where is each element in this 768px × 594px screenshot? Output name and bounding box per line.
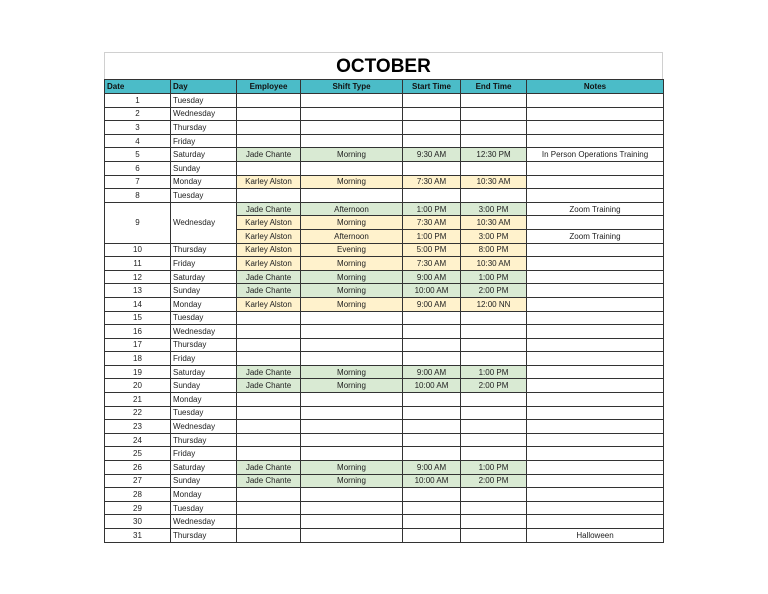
end-time-cell[interactable] (461, 529, 527, 543)
table-row (105, 352, 664, 366)
employee-cell[interactable] (237, 121, 301, 135)
end-time-cell[interactable]: 10:30 AM (461, 175, 527, 189)
end-time-cell[interactable]: 10:30 AM (461, 216, 527, 230)
table-row (105, 311, 664, 325)
shift-type-cell[interactable]: Morning (301, 474, 403, 488)
end-time-cell[interactable] (461, 501, 527, 515)
table-row (105, 501, 664, 515)
notes-cell[interactable] (527, 243, 664, 257)
end-time-cell[interactable] (461, 94, 527, 108)
start-time-cell[interactable]: 9:00 AM (403, 461, 461, 475)
notes-cell[interactable] (527, 365, 664, 379)
start-time-cell[interactable] (403, 121, 461, 135)
shift-type-cell[interactable] (301, 134, 403, 148)
date-cell[interactable]: 27 (105, 474, 171, 488)
day-cell[interactable]: Thursday (171, 338, 237, 352)
day-cell[interactable]: Saturday (171, 461, 237, 475)
header-date[interactable]: Date (105, 80, 171, 94)
table-row (105, 121, 664, 135)
end-time-cell[interactable] (461, 107, 527, 121)
start-time-cell[interactable] (403, 529, 461, 543)
start-time-cell[interactable] (403, 488, 461, 502)
start-time-cell[interactable] (403, 107, 461, 121)
employee-cell[interactable]: Jade Chante (237, 461, 301, 475)
day-cell[interactable]: Thursday (171, 433, 237, 447)
schedule-table (104, 79, 664, 543)
start-time-cell[interactable]: 10:00 AM (403, 474, 461, 488)
employee-cell[interactable] (237, 420, 301, 434)
employee-cell[interactable] (237, 352, 301, 366)
shift-type-cell[interactable] (301, 406, 403, 420)
notes-cell[interactable] (527, 284, 664, 298)
start-time-cell[interactable] (403, 338, 461, 352)
shift-type-cell[interactable] (301, 529, 403, 543)
employee-cell[interactable] (237, 311, 301, 325)
notes-cell[interactable] (527, 325, 664, 339)
day-cell[interactable]: Monday (171, 175, 237, 189)
notes-cell[interactable] (527, 338, 664, 352)
date-cell[interactable]: 15 (105, 311, 171, 325)
day-cell[interactable]: Sunday (171, 474, 237, 488)
table-row (105, 338, 664, 352)
table-row (105, 107, 664, 121)
month-title: OCTOBER (104, 52, 663, 79)
end-time-cell[interactable] (461, 406, 527, 420)
start-time-cell[interactable] (403, 311, 461, 325)
shift-type-cell[interactable]: Evening (301, 243, 403, 257)
employee-cell[interactable]: Karley Alston (237, 243, 301, 257)
notes-cell[interactable] (527, 175, 664, 189)
shift-type-cell[interactable]: Afternoon (301, 229, 403, 243)
date-cell[interactable]: 3 (105, 121, 171, 135)
date-cell[interactable]: 26 (105, 461, 171, 475)
start-time-cell[interactable] (403, 515, 461, 529)
date-cell[interactable]: 22 (105, 406, 171, 420)
employee-cell[interactable] (237, 529, 301, 543)
shift-type-cell[interactable]: Morning (301, 175, 403, 189)
table-row (105, 515, 664, 529)
end-time-cell[interactable]: 1:00 PM (461, 365, 527, 379)
header-shift-type[interactable]: Shift Type (301, 80, 403, 94)
date-cell[interactable]: 10 (105, 243, 171, 257)
employee-cell[interactable]: Karley Alston (237, 257, 301, 271)
start-time-cell[interactable] (403, 501, 461, 515)
day-cell[interactable]: Friday (171, 257, 237, 271)
end-time-cell[interactable] (461, 488, 527, 502)
shift-type-cell[interactable] (301, 352, 403, 366)
day-cell[interactable]: Sunday (171, 379, 237, 393)
end-time-cell[interactable] (461, 420, 527, 434)
table-row (105, 148, 664, 162)
start-time-cell[interactable]: 9:00 AM (403, 365, 461, 379)
start-time-cell[interactable]: 7:30 AM (403, 257, 461, 271)
shift-type-cell[interactable] (301, 420, 403, 434)
employee-cell[interactable] (237, 338, 301, 352)
employee-cell[interactable] (237, 447, 301, 461)
start-time-cell[interactable]: 1:00 PM (403, 202, 461, 216)
end-time-cell[interactable] (461, 338, 527, 352)
start-time-cell[interactable] (403, 94, 461, 108)
day-cell[interactable]: Thursday (171, 121, 237, 135)
shift-type-cell[interactable] (301, 94, 403, 108)
notes-cell[interactable] (527, 393, 664, 407)
date-cell[interactable]: 23 (105, 420, 171, 434)
table-row (105, 420, 664, 434)
employee-cell[interactable] (237, 161, 301, 175)
shift-type-cell[interactable] (301, 515, 403, 529)
shift-type-cell[interactable] (301, 393, 403, 407)
shift-type-cell[interactable] (301, 311, 403, 325)
day-cell[interactable]: Friday (171, 134, 237, 148)
end-time-cell[interactable]: 2:00 PM (461, 284, 527, 298)
employee-cell[interactable]: Jade Chante (237, 202, 301, 216)
employee-cell[interactable]: Jade Chante (237, 365, 301, 379)
end-time-cell[interactable]: 1:00 PM (461, 461, 527, 475)
date-cell[interactable]: 25 (105, 447, 171, 461)
end-time-cell[interactable] (461, 325, 527, 339)
shift-type-cell[interactable]: Morning (301, 379, 403, 393)
employee-cell[interactable]: Karley Alston (237, 216, 301, 230)
date-cell[interactable]: 24 (105, 433, 171, 447)
day-cell[interactable]: Saturday (171, 148, 237, 162)
date-cell[interactable]: 18 (105, 352, 171, 366)
date-cell[interactable]: 17 (105, 338, 171, 352)
notes-cell[interactable] (527, 406, 664, 420)
end-time-cell[interactable] (461, 393, 527, 407)
day-cell[interactable]: Monday (171, 488, 237, 502)
end-time-cell[interactable] (461, 311, 527, 325)
notes-cell[interactable] (527, 297, 664, 311)
employee-cell[interactable] (237, 488, 301, 502)
end-time-cell[interactable]: 2:00 PM (461, 474, 527, 488)
start-time-cell[interactable] (403, 134, 461, 148)
shift-type-cell[interactable] (301, 338, 403, 352)
shift-type-cell[interactable] (301, 107, 403, 121)
table-row (105, 488, 664, 502)
date-cell[interactable]: 5 (105, 148, 171, 162)
notes-cell[interactable] (527, 121, 664, 135)
day-cell[interactable]: Wednesday (171, 515, 237, 529)
end-time-cell[interactable] (461, 189, 527, 203)
end-time-cell[interactable] (461, 447, 527, 461)
day-cell[interactable]: Thursday (171, 529, 237, 543)
day-cell[interactable]: Saturday (171, 270, 237, 284)
notes-cell[interactable] (527, 379, 664, 393)
table-row (105, 243, 664, 257)
header-start-time[interactable]: Start Time (403, 80, 461, 94)
day-cell[interactable]: Tuesday (171, 189, 237, 203)
employee-cell[interactable]: Karley Alston (237, 229, 301, 243)
day-cell[interactable]: Sunday (171, 161, 237, 175)
start-time-cell[interactable]: 7:30 AM (403, 216, 461, 230)
start-time-cell[interactable]: 9:00 AM (403, 297, 461, 311)
employee-cell[interactable] (237, 433, 301, 447)
notes-cell[interactable]: Zoom Training (527, 229, 664, 243)
start-time-cell[interactable] (403, 325, 461, 339)
day-cell[interactable]: Tuesday (171, 406, 237, 420)
shift-type-cell[interactable]: Morning (301, 270, 403, 284)
table-row (105, 161, 664, 175)
day-cell[interactable]: Saturday (171, 365, 237, 379)
end-time-cell[interactable]: 3:00 PM (461, 202, 527, 216)
end-time-cell[interactable] (461, 515, 527, 529)
table-row (105, 379, 664, 393)
employee-cell[interactable] (237, 515, 301, 529)
date-cell[interactable]: 14 (105, 297, 171, 311)
date-cell[interactable]: 1 (105, 94, 171, 108)
notes-cell[interactable] (527, 189, 664, 203)
day-cell[interactable]: Wednesday (171, 325, 237, 339)
notes-cell[interactable] (527, 311, 664, 325)
date-cell[interactable]: 31 (105, 529, 171, 543)
shift-type-cell[interactable] (301, 488, 403, 502)
employee-cell[interactable]: Karley Alston (237, 175, 301, 189)
employee-cell[interactable]: Jade Chante (237, 474, 301, 488)
shift-type-cell[interactable] (301, 501, 403, 515)
day-cell[interactable]: Monday (171, 393, 237, 407)
table-row (105, 529, 664, 543)
table-row (105, 447, 664, 461)
notes-cell[interactable] (527, 420, 664, 434)
notes-cell[interactable] (527, 270, 664, 284)
start-time-cell[interactable] (403, 161, 461, 175)
end-time-cell[interactable]: 12:30 PM (461, 148, 527, 162)
date-cell[interactable]: 19 (105, 365, 171, 379)
header-employee[interactable]: Employee (237, 80, 301, 94)
date-cell[interactable]: 4 (105, 134, 171, 148)
employee-cell[interactable]: Jade Chante (237, 379, 301, 393)
start-time-cell[interactable] (403, 447, 461, 461)
start-time-cell[interactable] (403, 352, 461, 366)
employee-cell[interactable]: Jade Chante (237, 270, 301, 284)
employee-cell[interactable] (237, 501, 301, 515)
start-time-cell[interactable]: 7:30 AM (403, 175, 461, 189)
table-row (105, 257, 664, 271)
end-time-cell[interactable] (461, 433, 527, 447)
header-notes[interactable]: Notes (527, 80, 664, 94)
table-row (105, 175, 664, 189)
shift-type-cell[interactable]: Morning (301, 284, 403, 298)
notes-cell[interactable] (527, 433, 664, 447)
end-time-cell[interactable] (461, 161, 527, 175)
date-cell[interactable]: 11 (105, 257, 171, 271)
table-row (105, 406, 664, 420)
employee-cell[interactable]: Karley Alston (237, 297, 301, 311)
date-cell[interactable]: 16 (105, 325, 171, 339)
end-time-cell[interactable] (461, 121, 527, 135)
shift-type-cell[interactable] (301, 433, 403, 447)
table-row (105, 189, 664, 203)
notes-cell[interactable]: Zoom Training (527, 202, 664, 216)
start-time-cell[interactable]: 10:00 AM (403, 379, 461, 393)
day-cell[interactable]: Tuesday (171, 501, 237, 515)
notes-cell[interactable] (527, 216, 664, 230)
header-end-time[interactable]: End Time (461, 80, 527, 94)
end-time-cell[interactable]: 1:00 PM (461, 270, 527, 284)
shift-type-cell[interactable] (301, 121, 403, 135)
start-time-cell[interactable]: 1:00 PM (403, 229, 461, 243)
end-time-cell[interactable]: 2:00 PM (461, 379, 527, 393)
date-cell[interactable]: 9 (105, 202, 171, 243)
shift-type-cell[interactable]: Morning (301, 461, 403, 475)
shift-type-cell[interactable]: Morning (301, 297, 403, 311)
shift-type-cell[interactable]: Morning (301, 257, 403, 271)
shift-type-cell[interactable] (301, 189, 403, 203)
employee-cell[interactable] (237, 94, 301, 108)
table-row (105, 297, 664, 311)
table-row (105, 474, 664, 488)
notes-cell[interactable]: Halloween (527, 529, 664, 543)
start-time-cell[interactable] (403, 189, 461, 203)
table-row (105, 202, 664, 216)
date-cell[interactable]: 2 (105, 107, 171, 121)
date-cell[interactable]: 6 (105, 161, 171, 175)
notes-cell[interactable] (527, 94, 664, 108)
shift-type-cell[interactable]: Afternoon (301, 202, 403, 216)
date-cell[interactable]: 20 (105, 379, 171, 393)
employee-cell[interactable] (237, 393, 301, 407)
day-cell[interactable]: Friday (171, 447, 237, 461)
day-cell[interactable]: Wednesday (171, 202, 237, 243)
start-time-cell[interactable]: 5:00 PM (403, 243, 461, 257)
date-cell[interactable]: 7 (105, 175, 171, 189)
header-day[interactable]: Day (171, 80, 237, 94)
table-row (105, 270, 664, 284)
header-row (105, 80, 664, 94)
notes-cell[interactable] (527, 501, 664, 515)
shift-type-cell[interactable] (301, 161, 403, 175)
day-cell[interactable]: Friday (171, 352, 237, 366)
date-cell[interactable]: 13 (105, 284, 171, 298)
shift-type-cell[interactable] (301, 325, 403, 339)
start-time-cell[interactable]: 10:00 AM (403, 284, 461, 298)
day-cell[interactable]: Wednesday (171, 420, 237, 434)
start-time-cell[interactable]: 9:30 AM (403, 148, 461, 162)
day-cell[interactable]: Tuesday (171, 94, 237, 108)
date-cell[interactable]: 12 (105, 270, 171, 284)
table-row (105, 94, 664, 108)
employee-cell[interactable]: Jade Chante (237, 284, 301, 298)
start-time-cell[interactable] (403, 420, 461, 434)
notes-cell[interactable] (527, 488, 664, 502)
end-time-cell[interactable]: 12:00 NN (461, 297, 527, 311)
shift-type-cell[interactable] (301, 447, 403, 461)
notes-cell[interactable] (527, 257, 664, 271)
shift-type-cell[interactable]: Morning (301, 148, 403, 162)
notes-cell[interactable] (527, 474, 664, 488)
day-cell[interactable]: Wednesday (171, 107, 237, 121)
end-time-cell[interactable]: 8:00 PM (461, 243, 527, 257)
date-cell[interactable]: 8 (105, 189, 171, 203)
date-cell[interactable]: 21 (105, 393, 171, 407)
notes-cell[interactable] (527, 352, 664, 366)
day-cell[interactable]: Sunday (171, 284, 237, 298)
table-row (105, 433, 664, 447)
table-row (105, 393, 664, 407)
employee-cell[interactable] (237, 406, 301, 420)
notes-cell[interactable] (527, 107, 664, 121)
end-time-cell[interactable] (461, 352, 527, 366)
notes-cell[interactable] (527, 134, 664, 148)
employee-cell[interactable] (237, 189, 301, 203)
employee-cell[interactable] (237, 107, 301, 121)
day-cell[interactable]: Thursday (171, 243, 237, 257)
start-time-cell[interactable] (403, 393, 461, 407)
table-row (105, 365, 664, 379)
notes-cell[interactable] (527, 447, 664, 461)
employee-cell[interactable]: Jade Chante (237, 148, 301, 162)
table-row (105, 284, 664, 298)
employee-cell[interactable] (237, 134, 301, 148)
date-cell[interactable]: 29 (105, 501, 171, 515)
table-row (105, 461, 664, 475)
table-row (105, 134, 664, 148)
start-time-cell[interactable]: 9:00 AM (403, 270, 461, 284)
start-time-cell[interactable] (403, 433, 461, 447)
notes-cell[interactable] (527, 461, 664, 475)
end-time-cell[interactable]: 10:30 AM (461, 257, 527, 271)
shift-type-cell[interactable]: Morning (301, 216, 403, 230)
notes-cell[interactable] (527, 515, 664, 529)
schedule-sheet (104, 52, 663, 543)
day-cell[interactable]: Monday (171, 297, 237, 311)
shift-type-cell[interactable]: Morning (301, 365, 403, 379)
notes-cell[interactable]: In Person Operations Training (527, 148, 664, 162)
end-time-cell[interactable]: 3:00 PM (461, 229, 527, 243)
notes-cell[interactable] (527, 161, 664, 175)
day-cell[interactable]: Tuesday (171, 311, 237, 325)
start-time-cell[interactable] (403, 406, 461, 420)
end-time-cell[interactable] (461, 134, 527, 148)
table-row (105, 325, 664, 339)
date-cell[interactable]: 28 (105, 488, 171, 502)
date-cell[interactable]: 30 (105, 515, 171, 529)
employee-cell[interactable] (237, 325, 301, 339)
